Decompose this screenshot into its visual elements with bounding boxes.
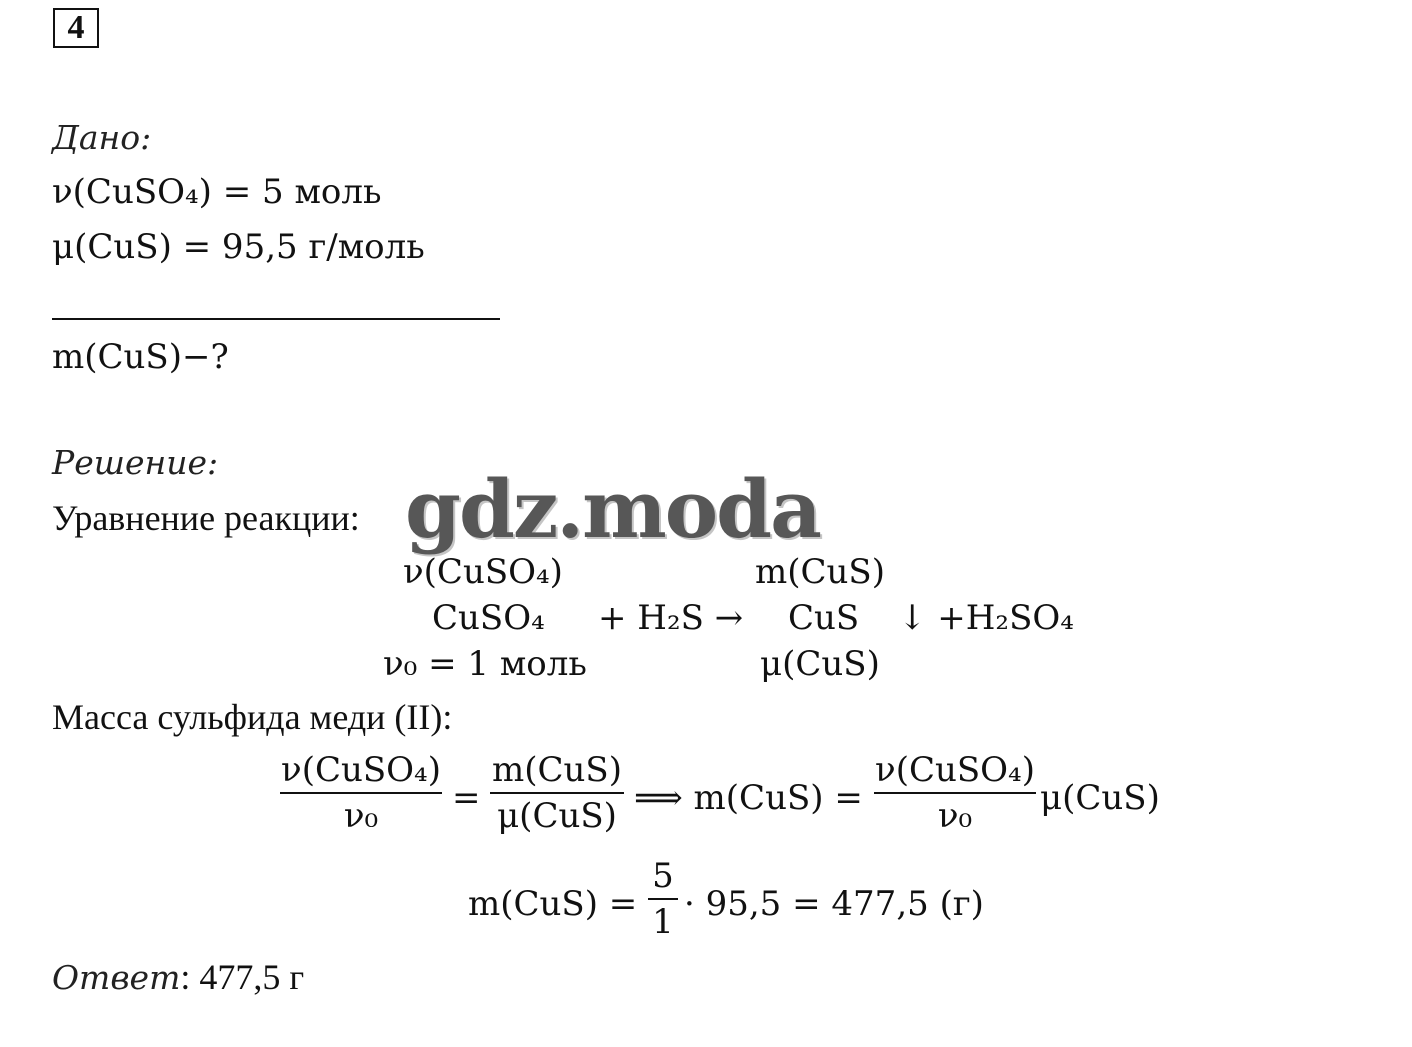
answer-line	[52, 956, 304, 998]
calc-denominator: 1	[652, 902, 674, 942]
reaction-reactant: CuSO₄	[432, 598, 545, 638]
reaction-byproduct: ↓ +H₂SO₄	[898, 598, 1074, 638]
find-line: m(CuS)−?	[52, 337, 229, 377]
reaction-above-right: m(CuS)	[755, 552, 885, 592]
fraction-2-denominator: μ(CuS)	[497, 796, 617, 836]
reaction-above-left: ν(CuSO₄)	[403, 552, 563, 592]
fraction-3-bar	[874, 792, 1036, 794]
fraction-1-numerator: ν(CuSO₄)	[281, 750, 441, 790]
solution-heading: Решение:	[52, 443, 219, 482]
fraction-1	[280, 750, 442, 836]
reaction-below-left: ν₀ = 1 моль	[383, 644, 587, 684]
fraction-3-denominator: ν₀	[937, 796, 973, 836]
fraction-1-denominator: ν₀	[343, 796, 379, 836]
calc-numerator: 5	[652, 856, 674, 896]
given-line-1: ν(CuSO₄) = 5 моль	[52, 172, 382, 212]
fraction-3-numerator: ν(CuSO₄)	[875, 750, 1035, 790]
given-heading: Дано:	[52, 118, 152, 157]
reaction-reagent: + H₂S →	[598, 598, 744, 638]
calc-left: m(CuS) =	[468, 884, 638, 924]
problem-number: 4	[53, 8, 99, 48]
answer-label: Ответ	[52, 958, 181, 997]
given-divider	[52, 318, 500, 320]
answer-value: : 477,5 г	[180, 957, 305, 997]
given-line-2: μ(CuS) = 95,5 г/моль	[52, 227, 425, 267]
fraction-2-bar	[490, 792, 624, 794]
reaction-below-right: μ(CuS)	[760, 644, 880, 684]
mass-label: Масса сульфида меди (II):	[52, 697, 453, 737]
calc-fraction	[648, 856, 678, 942]
fraction-2-numerator: m(CuS)	[492, 750, 622, 790]
fraction-1-bar	[280, 792, 442, 794]
watermark-logo: gdz.moda	[405, 462, 820, 556]
equals-sign: =	[452, 778, 481, 818]
implies-expression: ⟹ m(CuS) =	[634, 778, 863, 818]
fraction-3-tail: μ(CuS)	[1040, 778, 1160, 818]
reaction-product: CuS	[788, 598, 860, 638]
calc-bar	[648, 898, 678, 900]
reaction-label: Уравнение реакции:	[52, 498, 360, 538]
calc-right: · 95,5 = 477,5 (г)	[684, 884, 984, 924]
fraction-2	[490, 750, 624, 836]
fraction-3	[874, 750, 1036, 836]
